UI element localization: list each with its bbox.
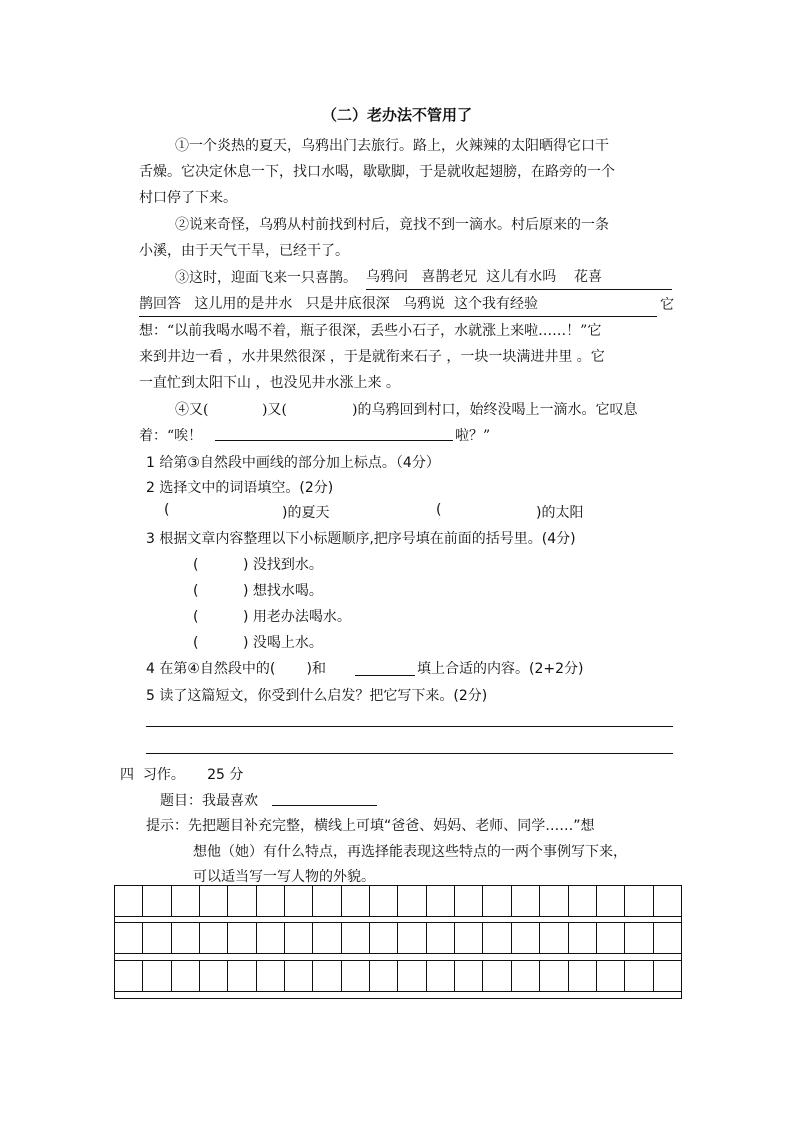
p4-line1b: )又( [262,402,287,418]
grid-row-1[interactable] [115,886,681,916]
grid-row-2[interactable] [115,923,681,953]
q2-paren-a-open: ( [164,502,170,518]
p3-underlined-2: 鹊回答 这儿用的是井水 只是井底很深 乌鸦说 这个我有经验 [139,292,657,317]
section-title: （二）老办法不管用了 [321,106,472,124]
q3-item-2: ( ) 想找水喝。 [193,583,323,599]
p1-line2: 舌燥。它决定休息一下，找口水喝，歇歇脚，于是就收起翅膀，在路旁的一个 [139,164,615,180]
p4-line2b: 啦？” [455,428,491,444]
writing-heading: 四 习作。 25 分 [120,767,244,783]
p3-line4: 来到井边一看 ，水井果然很深 ，于是就衔来石子 ，一块一块满进井里 。它 [139,349,605,365]
question-4a: 4 在第④自然段中的( )和 [146,661,326,677]
question-2: 2 选择文中的词语填空。(2分) [146,480,334,496]
writing-topic: 题目：我最喜欢 [160,793,258,809]
q4-blank[interactable] [355,675,415,676]
q3-item-1: ( ) 没找到水。 [193,557,323,573]
p2-line2: 小溪，由于天气干旱，已经干了。 [139,243,349,259]
q3-item-4: ( ) 没喝上水。 [193,635,323,651]
p3-line2-end: 它 [660,297,674,313]
q2-paren-b-open: ( [436,502,442,518]
p1-line1: ①一个炎热的夏天，乌鸦出门去旅行。路上，火辣辣的太阳晒得它口干 [175,138,609,154]
q3-item-3: ( ) 用老办法喝水。 [193,609,351,625]
p3-line5: 一直忙到太阳下山 ，也没见井水涨上来 。 [139,375,400,391]
question-3: 3 根据文章内容整理以下小标题顺序,把序号填在前面的括号里。(4分) [146,531,576,547]
hint-line-2: 想他（她）有什么特点，再选择能表现这些特点的一两个事例写下来， [193,844,627,860]
p4-line2a: 着：“唉！ [139,428,203,444]
question-4b: 填上合适的内容。(2+2分) [417,661,584,677]
p3-line3: 想：“以前我喝水喝不着，瓶子很深，丢些小石子，水就涨上来啦……！”它 [139,323,602,339]
p3-underlined-1: 乌鸦问 喜鹊老兄 这儿有水吗 花喜 [366,265,672,290]
hint-line-1: 提示：先把题目补充完整，横线上可填“爸爸、妈妈、老师、同学……”想 [146,818,595,834]
q2-paren-b-close: )的太阳 [536,505,584,521]
writing-grid[interactable] [114,885,682,999]
grid-row-3[interactable] [115,961,681,991]
topic-blank[interactable] [272,805,377,806]
question-5: 5 读了这篇短文，你受到什么启发？把它写下来。(2分) [146,688,488,704]
p2-line1: ②说来奇怪，乌鸦从村前找到村后，竟找不到一滴水。村后原来的一条 [175,217,609,233]
q2-paren-a-close: )的夏天 [282,505,330,521]
p3-line1a: ③这时，迎面飞来一只喜鹊。 [175,270,357,286]
p4-answer-line[interactable] [215,440,453,441]
p4-line1c: )的乌鸦回到村口，始终没喝上一滴水。它叹息 [352,402,638,418]
hint-line-3: 可以适当写一写人物的外貌。 [193,869,375,885]
p4-line1a: ④又( [175,402,209,418]
q5-answer-line-2[interactable] [146,753,673,754]
p1-line3: 村口停了下来。 [139,190,237,206]
question-1: 1 给第③自然段中画线的部分加上标点。（4分） [146,455,440,471]
q5-answer-line-1[interactable] [146,726,673,727]
